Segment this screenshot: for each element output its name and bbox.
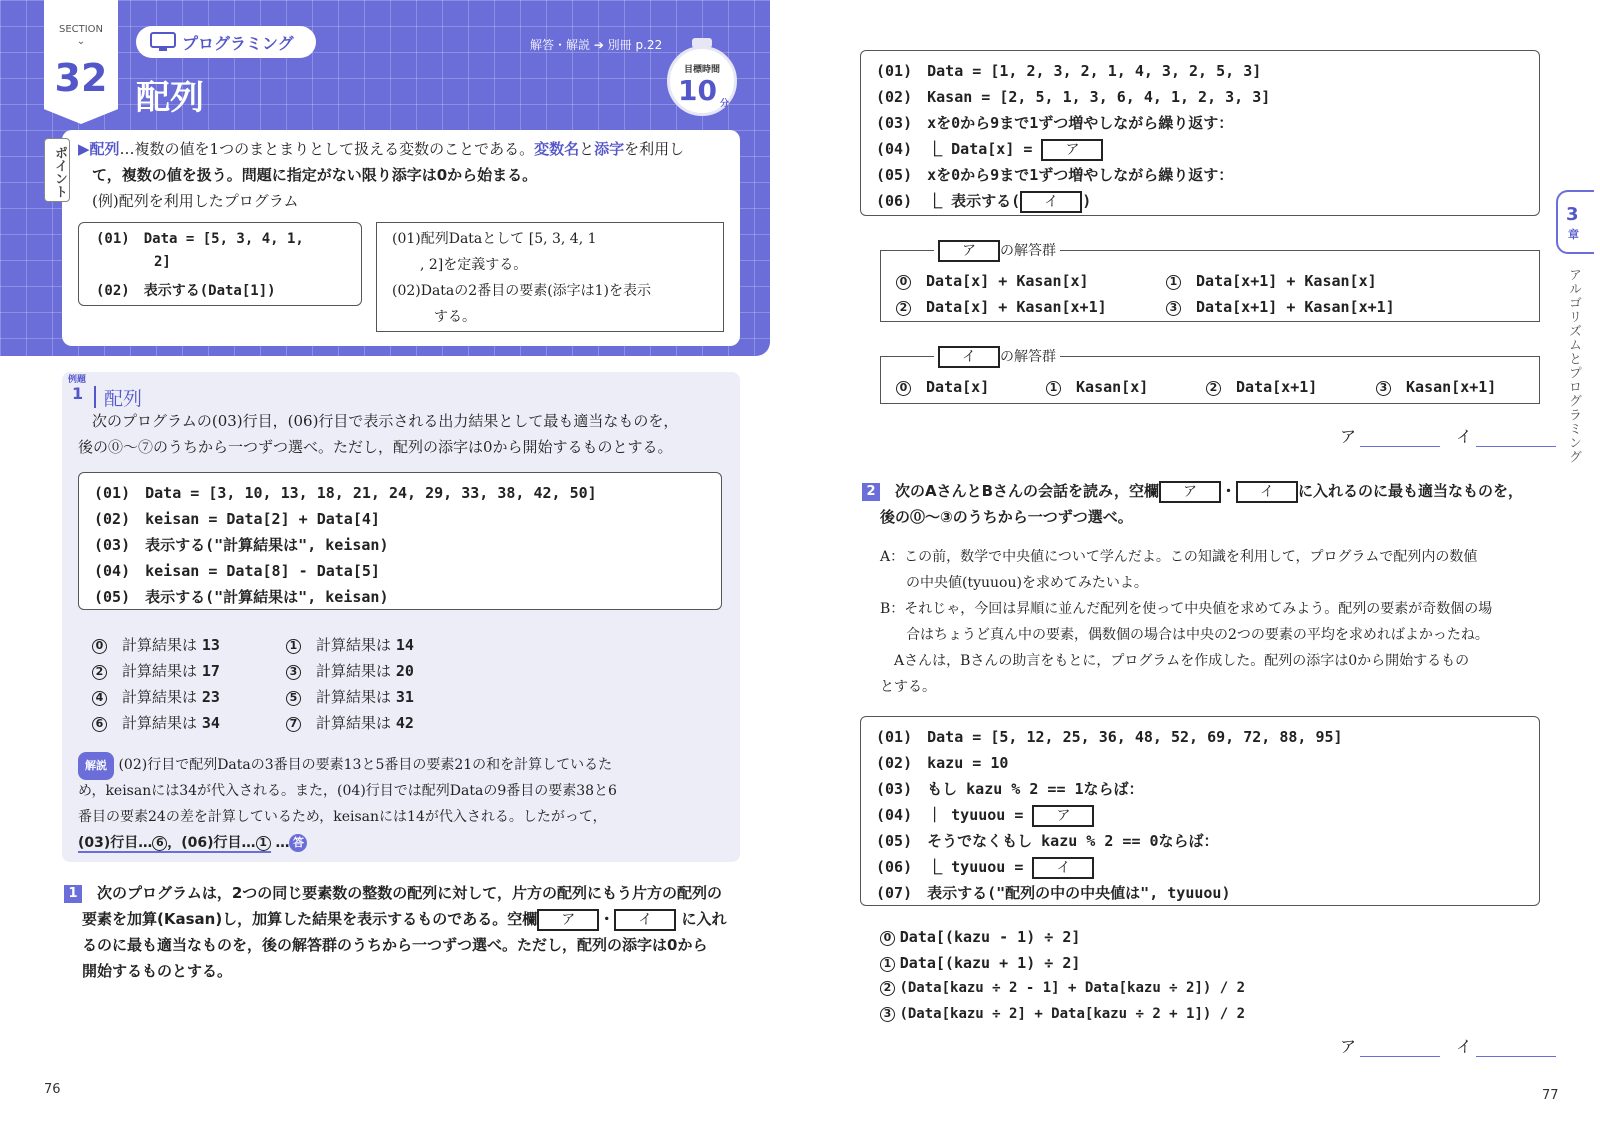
group-a-option: 3 Data[x+1] + Kasan[x+1]: [1166, 296, 1395, 317]
point-code-line: (01) Data = [5, 3, 4, 1,: [96, 231, 304, 247]
blank-i: イ: [1032, 857, 1094, 879]
q2-code-line: (01) Data = [5, 12, 25, 36, 48, 52, 69, 72, 88, 95]: [876, 728, 1343, 746]
blank-i: イ: [1236, 481, 1298, 503]
explanation-line: 解説 (02)行目で配列Dataの3番目の要素13と5番目の要素21の和を計算しているた: [78, 752, 612, 780]
timer-value: 10: [678, 74, 717, 107]
q2-number: 2: [862, 483, 880, 501]
blank-a: ア: [1041, 139, 1103, 161]
group-i-option: 0 Data[x]: [896, 376, 989, 397]
q1-code-line: (03) xを0から9まで1ずつ増やしながら繰り返す：: [876, 114, 1234, 132]
q2-option: 1 Data[(kazu + 1) ÷ 2]: [880, 954, 1080, 972]
point-explain-line: , 2]を定義する。: [420, 257, 528, 273]
point-explain-line: (01)配列Dataとして [5, 3, 4, 1: [392, 231, 597, 247]
example-answer: (03)行目… 6 ，(06)行目… 1 … 答: [78, 830, 307, 856]
answer-group-i-title: イ の解答群: [934, 346, 1060, 368]
example-option: 3 計算結果は 20: [286, 660, 414, 681]
example-question-line: 後の⓪～⑦のうちから一つずつ選べ。ただし，配列の添字は0から開始するものとする。: [78, 438, 673, 456]
group-a-option: 1 Data[x+1] + Kasan[x]: [1166, 270, 1377, 291]
point-line-2: て，複数の値を扱う。問題に指定がない限り添字は0から始まる。: [92, 166, 538, 184]
example-option: 4 計算結果は 23: [92, 686, 220, 707]
dialogue-line: A：この前，数学で中央値について学んだよ。この知識を利用して，プログラムで配列内の数値: [880, 549, 1478, 565]
q1-code-line: (01) Data = [1, 2, 3, 2, 1, 4, 3, 2, 5, 3]: [876, 62, 1262, 80]
explanation-badge: 解説: [78, 752, 114, 780]
q2-line: 後の⓪～③のうちから一つずつ選べ。: [880, 508, 1133, 526]
point-explain-line: する。: [434, 309, 476, 325]
page-number-right: 77: [1542, 1088, 1559, 1103]
q1-number: 1: [64, 885, 82, 903]
blank-i: イ: [1020, 191, 1082, 213]
answer-field-a[interactable]: [1360, 429, 1440, 447]
answer-field-i[interactable]: [1476, 1039, 1556, 1057]
point-code-line: (02) 表示する(Data[1]): [96, 283, 276, 299]
page-title: 配列: [136, 78, 204, 118]
category-label: プログラミング: [182, 33, 294, 53]
q2-option: 0 Data[(kazu - 1) ÷ 2]: [880, 928, 1080, 946]
group-i-option: 2 Data[x+1]: [1206, 376, 1317, 397]
blank-a: ア: [1159, 481, 1221, 503]
answer-icon: 答: [289, 834, 307, 852]
q2-answer-slots: ア イ: [1340, 1034, 1556, 1057]
dialogue-line: B：それじゃ，今回は昇順に並んだ配列を使って中央値を求めてみよう。配列の要素が奇数個の場: [880, 601, 1493, 617]
chevron-down-icon: ⌄: [76, 36, 86, 47]
example-option: 7 計算結果は 42: [286, 712, 414, 733]
q2-line: 2 次のAさんとBさんの会話を読み，空欄 ア ・ イ に入れるのに最も適当なものを，: [862, 478, 1523, 504]
answer-reference: 解答・解説 ➔ 別冊 p.22: [530, 38, 663, 52]
category-badge: [136, 26, 316, 58]
q2-code-line: (04) ｜ tyuuou = ア: [876, 804, 1094, 827]
section-label: SECTION: [58, 24, 104, 35]
point-line-1: ▶配列…複数の値を1つのまとまりとして扱える変数のことである。変数名と添字を利用し: [78, 140, 685, 158]
q1-code-line: (06) ⎿ 表示する( イ ): [876, 190, 1091, 213]
example-code-line: (05) 表示する("計算結果は", keisan): [94, 588, 389, 606]
blank-a: ア: [537, 909, 599, 931]
q2-option: 3 (Data[kazu ÷ 2] + Data[kazu ÷ 2 + 1]) / 2: [880, 1006, 1245, 1022]
example-number: 1: [72, 384, 84, 403]
q1-line: 要素を加算(Kasan)し，加算した結果を表示するものである。空欄 ア ・ イ に入れ: [82, 906, 726, 932]
point-tab: ポイント: [44, 138, 70, 202]
point-line-3: (例)配列を利用したプログラム: [92, 192, 299, 210]
dialogue-line: とする。: [880, 679, 936, 695]
answer-field-a[interactable]: [1360, 1039, 1440, 1057]
q2-code-line: (05) そうでなくもし kazu % 2 == 0ならば：: [876, 832, 1219, 850]
example-title: 配列: [104, 388, 143, 410]
q1-line: 1 次のプログラムは，2つの同じ要素数の整数の配列に対して，片方の配列にもう片方の配列の: [64, 880, 722, 906]
group-i-option: 3 Kasan[x+1]: [1376, 376, 1496, 397]
answer-group-a-title: ア の解答群: [934, 240, 1060, 262]
point-explain-line: (02)Dataの2番目の要素(添字は1)を表示: [392, 283, 652, 299]
q2-code-line: (03) もし kazu % 2 == 1ならば：: [876, 780, 1144, 798]
example-option: 1 計算結果は 14: [286, 634, 414, 655]
q1-code-line: (05) xを0から9まで1ずつ増やしながら繰り返す：: [876, 166, 1234, 184]
explanation-line: め，keisanには34が代入される。また，(04)行目では配列Dataの9番目の要素38と6: [78, 783, 617, 799]
section-number: 32: [54, 56, 108, 100]
dialogue-line: の中央値(tyuuou)を求めてみたいよ。: [906, 575, 1148, 591]
monitor-icon: [150, 32, 176, 52]
blank-a: ア: [1032, 805, 1094, 827]
dialogue-line: 合はちょうど真ん中の要素，偶数個の場合は中央の2つの要素の平均を求めればよかったね。: [906, 627, 1489, 643]
q1-answer-slots: ア イ: [1340, 424, 1556, 447]
chapter-name: アルゴリズムとプログラミング: [1566, 268, 1581, 464]
answer-field-i[interactable]: [1476, 429, 1556, 447]
chapter-number: 3: [1566, 204, 1579, 225]
example-question-line: 次のプログラムの(03)行目，(06)行目で表示される出力結果として最も適当なものを，: [92, 412, 679, 430]
q1-code-line: (02) Kasan = [2, 5, 1, 3, 6, 4, 1, 2, 3, 3]: [876, 88, 1271, 106]
example-code-line: (04) keisan = Data[8] - Data[5]: [94, 562, 380, 580]
point-code-line: 2]: [154, 254, 171, 270]
group-a-option: 0 Data[x] + Kasan[x]: [896, 270, 1089, 291]
dialogue-line: Aさんは，Bさんの助言をもとに，プログラムを作成した。配列の添字は0から開始するもの: [894, 653, 1470, 669]
chapter-unit: 章: [1568, 228, 1579, 241]
blank-i: イ: [614, 909, 676, 931]
example-option: 0 計算結果は 13: [92, 634, 220, 655]
q2-option: 2 (Data[kazu ÷ 2 - 1] + Data[kazu ÷ 2]) / 2: [880, 980, 1245, 996]
timer-unit: 分: [720, 99, 730, 109]
example-option: 6 計算結果は 34: [92, 712, 220, 733]
explanation-line: 番目の要素24の差を計算しているため，keisanには14が代入される。したがって，: [78, 809, 607, 825]
q1-code-line: (04) ⎿ Data[x] = ア: [876, 138, 1103, 161]
example-code-line: (03) 表示する("計算結果は", keisan): [94, 536, 389, 554]
q2-code-line: (02) kazu = 10: [876, 754, 1009, 772]
q1-line: るのに最も適当なものを，後の解答群のうちから一つずつ選べ。ただし，配列の添字は0から: [82, 936, 708, 954]
group-i-option: 1 Kasan[x]: [1046, 376, 1148, 397]
example-option: 2 計算結果は 17: [92, 660, 220, 681]
q2-code-line: (06) ⎿ tyuuou = イ: [876, 856, 1094, 879]
group-a-option: 2 Data[x] + Kasan[x+1]: [896, 296, 1107, 317]
timer-label: 目標時間: [683, 65, 720, 75]
q2-code-line: (07) 表示する("配列の中の中央値は", tyuuou): [876, 884, 1231, 902]
example-label: 例題: [68, 375, 87, 385]
example-code-line: (02) keisan = Data[2] + Data[4]: [94, 510, 380, 528]
example-divider: [94, 386, 96, 408]
example-code-line: (01) Data = [3, 10, 13, 18, 21, 24, 29, 33, 38, 42, 50]: [94, 484, 597, 502]
example-option: 5 計算結果は 31: [286, 686, 414, 707]
page-number-left: 76: [44, 1082, 61, 1097]
q1-line: 開始するものとする。: [82, 962, 233, 980]
